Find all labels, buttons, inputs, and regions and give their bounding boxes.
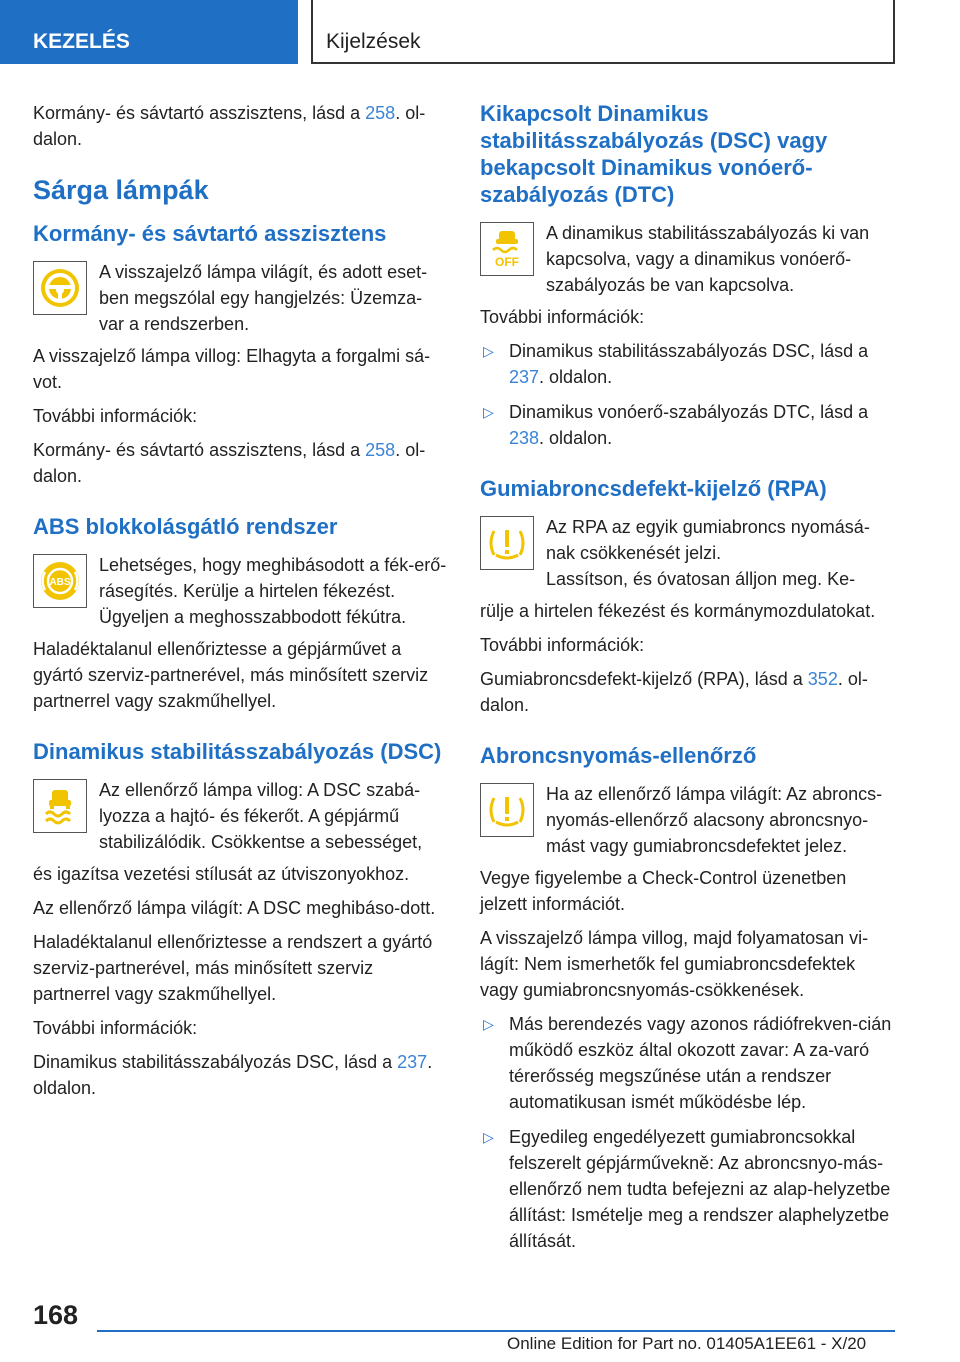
rpa-icon-text: Az RPA az egyik gumiabroncs nyomásá-nak csökkenését jelzi. bbox=[546, 517, 870, 563]
dsc-heading: Dinamikus stabilitásszabályozás (DSC) bbox=[33, 739, 442, 764]
tire-warning-icon bbox=[480, 516, 534, 570]
page-link[interactable]: 258 bbox=[365, 103, 396, 123]
dsc-off-icon-text: A dinamikus stabilitásszabályozás ki van kapcsolva, vagy a dinamikus vonóerő-szabályozás be van kapcsolva. bbox=[546, 223, 870, 295]
triangle-bullet-icon: ▷ bbox=[483, 1016, 494, 1032]
dsc-icon-block bbox=[33, 777, 447, 855]
header-section-tab: KEZELÉS bbox=[0, 0, 298, 64]
svg-text:ABS: ABS bbox=[49, 577, 71, 588]
dsc-off-bullets bbox=[480, 338, 894, 451]
dsc-off-icon bbox=[480, 222, 534, 276]
page-link[interactable]: 258 bbox=[365, 440, 396, 460]
steering-icon-block bbox=[33, 259, 447, 337]
footer-divider bbox=[97, 1330, 895, 1332]
header-title: Kijelzések bbox=[311, 0, 895, 64]
steering-more-info: További információk: bbox=[33, 406, 198, 426]
steering-heading: Kormány- és sávtartó asszisztens bbox=[33, 221, 387, 246]
page-link[interactable]: 238 bbox=[509, 428, 540, 448]
tpm-icon-text: Ha az ellenőrző lámpa világít: Az abroncs-nyomás-ellenőrző alacsony abroncsnyo-mást vagy gumiabroncsdefektet jelez. bbox=[546, 784, 883, 856]
triangle-bullet-icon: ▷ bbox=[483, 404, 494, 420]
dsc-p1: Az ellenőrző lámpa világít: A DSC meghibáso-dott. bbox=[33, 898, 436, 918]
left-column bbox=[33, 100, 447, 1109]
steering-icon-text: A visszajelző lámpa világít, és adott eset-ben megszólal egy hangjelzés: Üzemza-var a rendszerben. bbox=[99, 262, 428, 334]
steering-wheel-icon bbox=[33, 261, 87, 315]
abs-p1: Haladéktalanul ellenőriztesse a gépjárművet a gyártó szerviz-partnerével, más minősített szerviz partnerrel vagy szakműhellyel. bbox=[33, 639, 429, 711]
dsc-icon-text: Az ellenőrző lámpa villog: A DSC szabá-lyozza a hajtó- és fékerőt. A gépjármű stabilizálódik. Csökkentse a sebességet, bbox=[99, 780, 423, 852]
tire-pressure-icon bbox=[480, 783, 534, 837]
triangle-bullet-icon: ▷ bbox=[483, 1129, 494, 1145]
dsc-p2: Haladéktalanul ellenőriztesse a rendszert a gyártó szerviz-partnerével, más minősített szerviz partnerrel vagy szakműhellyel. bbox=[33, 932, 433, 1004]
rpa-heading: Gumiabroncsdefekt-kijelző (RPA) bbox=[480, 476, 827, 501]
abs-icon-text: Lehetséges, hogy meghibásodott a fék-erő-rásegítés. Kerülje a hirtelen fékezést. Ügyeljen a meghosszabbodott fékútra. bbox=[99, 555, 447, 627]
steering-p1: A visszajelző lámpa villog: Elhagyta a forgalmi sá-vot. bbox=[33, 346, 431, 392]
page-link[interactable]: 352 bbox=[807, 669, 838, 689]
dsc-off-icon-block bbox=[480, 220, 894, 298]
rpa-reference: Gumiabroncsdefekt-kijelző (RPA), lásd a 352. ol-dalon. bbox=[480, 669, 868, 715]
dsc-p0: és igazítsa vezetési stílusát az útviszonyokhoz. bbox=[33, 864, 410, 884]
list-item: ▷ Más berendezés vagy azonos rádiófrekven-cián működő eszköz által okozott zavar: A za-varó térerősség megszűnése után a rendszer automatikusan ismét működésbe lép. bbox=[480, 1011, 894, 1115]
page-number: 168 bbox=[33, 1300, 79, 1330]
right-column bbox=[480, 100, 894, 1263]
list-item: ▷ Dinamikus stabilitásszabályozás DSC, lásd a 237. oldalon. bbox=[480, 338, 894, 390]
dsc-off-more-info: További információk: bbox=[480, 307, 645, 327]
yellow-lamps-heading: Sárga lámpák bbox=[33, 175, 209, 205]
steering-reference: Kormány- és sávtartó asszisztens, lásd a 258. ol-dalon. bbox=[33, 440, 426, 486]
svg-text:OFF: OFF bbox=[495, 255, 519, 269]
dsc-icon bbox=[33, 779, 87, 833]
abs-heading: ABS blokkolásgátló rendszer bbox=[33, 514, 338, 539]
tpm-heading: Abroncsnyomás-ellenőrző bbox=[480, 743, 757, 768]
page-link[interactable]: 237 bbox=[397, 1052, 428, 1072]
tpm-p0: Vegye figyelembe a Check-Control üzenetben jelzett információt. bbox=[480, 868, 847, 914]
rpa-icon-block bbox=[480, 514, 894, 592]
rpa-icon-text-2: Lassítson, és óvatosan álljon meg. Ke- bbox=[546, 569, 856, 589]
abs-icon-block bbox=[33, 552, 447, 630]
footer-edition: Online Edition for Part no. 01405A1EE61 - X/20 bbox=[507, 1334, 867, 1353]
intro-reference: Kormány- és sávtartó asszisztens, lásd a 258. ol-dalon. bbox=[33, 103, 426, 149]
abs-warning-icon bbox=[33, 554, 87, 608]
dsc-more-info: További információk: bbox=[33, 1018, 198, 1038]
dsc-reference: Dinamikus stabilitásszabályozás DSC, lásd a 237. oldalon. bbox=[33, 1052, 433, 1098]
rpa-more-info: További információk: bbox=[480, 635, 645, 655]
list-item: ▷ Egyedileg engedélyezett gumiabroncsokkal felszerelt gépjárművekně: Az abroncsnyo-más-ellenőrző nem tudta befejezni az alap-helyzetbe állítást: Ismételje meg a rendszer alaphelyzetbe állítását. bbox=[480, 1124, 894, 1254]
tpm-icon-block bbox=[480, 781, 894, 859]
dsc-off-heading: Kikapcsolt Dinamikus stabilitásszabályozás (DSC) vagy bekapcsolt Dinamikus vonóerő-szabályozás (DTC) bbox=[480, 101, 828, 207]
triangle-bullet-icon: ▷ bbox=[483, 343, 494, 359]
tpm-bullets bbox=[480, 1011, 894, 1254]
page-link[interactable]: 237 bbox=[509, 367, 540, 387]
rpa-p0: rülje a hirtelen fékezést és kormánymozdulatokat. bbox=[480, 601, 876, 621]
list-item: ▷ Dinamikus vonóerő-szabályozás DTC, lásd a 238. oldalon. bbox=[480, 399, 894, 451]
tpm-p1: A visszajelző lámpa villog, majd folyamatosan vi-lágít: Nem ismerhetők fel gumiabroncsdefektek vagy gumiabroncsnyomás-csökkenések. bbox=[480, 928, 869, 1000]
